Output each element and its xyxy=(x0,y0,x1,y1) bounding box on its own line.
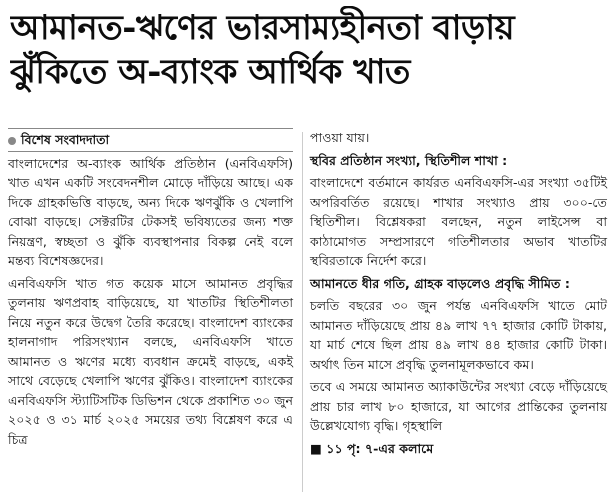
paragraph-institutions: বাংলাদেশে বর্তমানে কার্যরত এনবিএফসি-এর সংখ্যা ৩৫টিই অপরিবর্তিত রয়েছে। শাখার সংখ্যাও প্রায় ৩০০-তে স্থিতিশীল। বিশ্লেষকরা বলছেন, নতুন লাইসেন্স বা কাঠামোগত সম্প্রসারণে গতিশীলতার অভাব খাতটির স্থবিরতাকে নির্দেশ করে। xyxy=(310,175,607,268)
column-divider xyxy=(302,132,303,492)
subheading-deposits: আমানতে ধীর গতি, গ্রাহক বাড়লেও প্রবৃদ্ধি সীমিত : xyxy=(310,275,570,291)
continued-on-page[interactable]: ■ ১১ পৃ: ৭-এর কলামে xyxy=(310,440,434,456)
headline xyxy=(10,6,606,94)
paragraph-2: এনবিএফসি খাত গত কয়েক মাসে আমানত প্রবৃদ্ধির তুলনায় ঋণপ্রবাহ বাড়িয়েছে, যা খাতটির স্থিতিশীলতা নিয়ে নতুন করে উদ্বেগ তৈরি করেছে। বাংলাদেশ ব্যাংকের হালনাগাদ পরিসংখ্যান বলছে, এনবিএফসি খাতে আমানত ও ঋণের মধ্যে ব্যবধান ক্রমেই বাড়ছে, একই সাথে বেড়েছে খেলাপি ঋণের ঝুঁকিও। বাংলাদেশ ব্যাংকের এনবিএফসি স্ট্যাটিসটিক ডিভিশন থেকে প্রকাশিত ৩০ জুন ২০২৫ ও ৩১ মার্চ ২০২৫ সময়ের তথ্য বিশ্লেষণ করে এ চিত্র xyxy=(8,275,293,447)
paragraph-1: বাংলাদেশের অ-ব্যাংক আর্থিক প্রতিষ্ঠান (এনবিএফসি) খাত এখন একটি সংবেদনশীল মোড়ে দাঁড়িয়ে আছে। এক দিকে গ্রাহকভিত্তি বাড়ছে, অন্য দিকে ঋণঝুঁকি ও খেলাপি বোঝা বাড়ছে। সেক্টরটির টেকসই ভবিষ্যতের জন্য শক্ত নিয়ন্ত্রণ, স্বচ্ছতা ও ঝুঁকি ব্যবস্থাপনার বিকল্প নেই বলে মন্তব্য বিশেষজ্ঞদের। xyxy=(8,155,293,268)
subheading-institutions: স্থবির প্রতিষ্ঠান সংখ্যা, স্থিতিশীল শাখা : xyxy=(310,152,508,168)
byline xyxy=(8,128,293,152)
headline-line-2: ঝুঁকিতে অ-ব্যাংক আর্থিক খাত xyxy=(10,52,410,92)
headline-line-1: আমানত-ঋণের ভারসাম্যহীনতা বাড়ায় xyxy=(10,8,515,48)
article-column-right xyxy=(310,128,607,461)
bullet-icon xyxy=(8,137,16,145)
paragraph-accounts: তবে এ সময়ে আমানত অ্যাকাউন্টের সংখ্যা বেড়ে দাঁড়িয়েছে প্রায় চার লাখ ৮০ হাজারে, যা আগের প্রান্তিকের তুলনায় উল্লেখযোগ্য বৃদ্ধি। গৃহস্থালি xyxy=(310,379,607,433)
byline-text: বিশেষ সংবাদদাতা xyxy=(21,132,110,147)
article-column-left xyxy=(8,128,293,452)
paragraph-continuation: পাওয়া যায়। xyxy=(310,130,370,145)
paragraph-deposits: চলতি বছরের ৩০ জুন পর্যন্ত এনবিএফসি খাতে মোট আমানত দাঁড়িয়েছে প্রায় ৪৯ লাখ ৭৭ হাজার কোটি টাকায়, যা মার্চ শেষে ছিল প্রায় ৪৯ লাখ ৪৪ হাজার কোটি টাকা। অর্থাৎ তিন মাসে প্রবৃদ্ধি তুলনামূলকভাবে কম। xyxy=(310,298,607,372)
